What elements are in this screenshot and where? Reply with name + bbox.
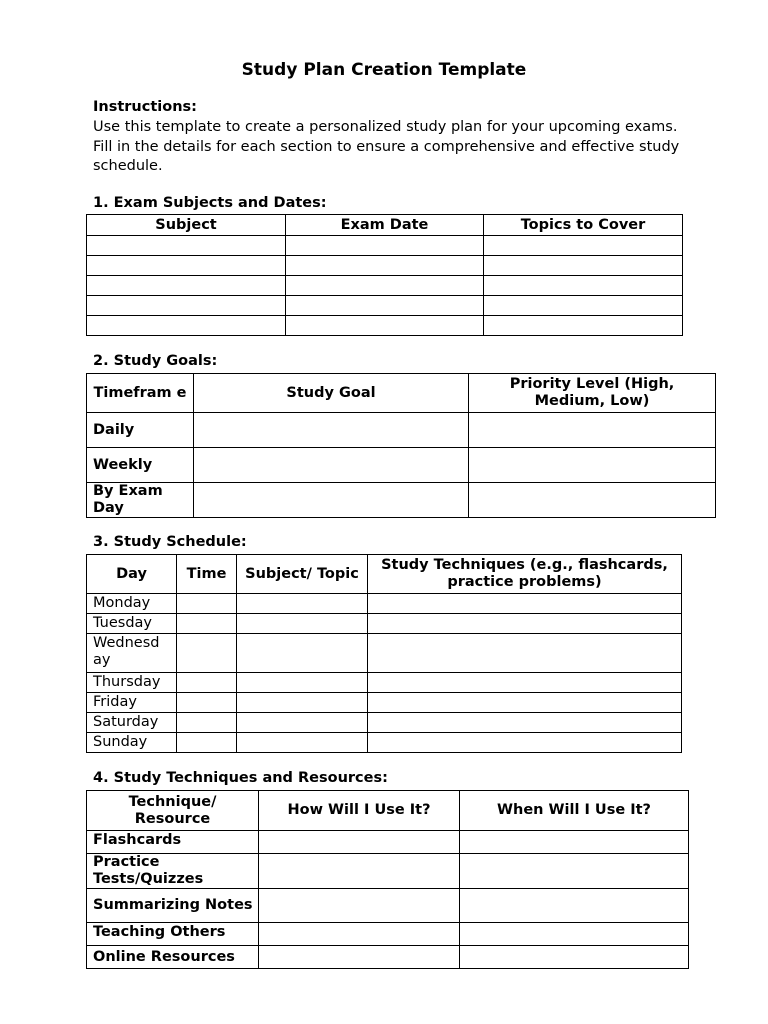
how-cell[interactable] — [259, 923, 460, 946]
exam-date-cell[interactable] — [286, 236, 484, 256]
topics-cell[interactable] — [484, 256, 683, 276]
table-row — [87, 673, 682, 693]
how-cell[interactable] — [259, 889, 460, 923]
technique-cell[interactable] — [368, 673, 682, 693]
header-study-goal: Study Goal — [194, 374, 469, 413]
study-goal-cell[interactable] — [194, 413, 469, 448]
table-row — [87, 831, 689, 854]
time-cell[interactable] — [177, 733, 237, 753]
table-row — [87, 854, 689, 889]
table-row — [87, 923, 689, 946]
table-row — [87, 448, 716, 483]
priority-cell[interactable] — [469, 413, 716, 448]
day-sunday: Sunday — [87, 733, 177, 753]
timeframe-weekly: Weekly — [87, 448, 194, 483]
subject-topic-cell[interactable] — [237, 673, 368, 693]
study-goals-table — [86, 373, 716, 518]
table-row — [87, 713, 682, 733]
subject-topic-cell[interactable] — [237, 614, 368, 634]
header-exam-date: Exam Date — [286, 215, 484, 236]
time-cell[interactable] — [177, 693, 237, 713]
header-how-will-i-use-it: How Will I Use It? — [259, 791, 460, 831]
topics-cell[interactable] — [484, 296, 683, 316]
timeframe-daily: Daily — [87, 413, 194, 448]
when-cell[interactable] — [460, 923, 689, 946]
how-cell[interactable] — [259, 946, 460, 969]
timeframe-by-exam-day: By Exam Day — [87, 483, 194, 518]
priority-cell[interactable] — [469, 483, 716, 518]
table-row — [87, 733, 682, 753]
instructions-label: Instructions: — [93, 99, 197, 115]
technique-flashcards: Flashcards — [87, 831, 259, 854]
table-row — [87, 889, 689, 923]
header-technique-resource: Technique/ Resource — [87, 791, 259, 831]
subject-cell[interactable] — [87, 276, 286, 296]
section1-heading: 1. Exam Subjects and Dates: — [93, 195, 327, 211]
header-priority-level: Priority Level (High, Medium, Low) — [469, 374, 716, 413]
subject-cell[interactable] — [87, 236, 286, 256]
day-tuesday: Tuesday — [87, 614, 177, 634]
header-day: Day — [87, 555, 177, 594]
header-study-techniques: Study Techniques (e.g., flashcards, practice problems) — [368, 555, 682, 594]
header-subject-topic: Subject/ Topic — [237, 555, 368, 594]
priority-cell[interactable] — [469, 448, 716, 483]
study-goal-cell[interactable] — [194, 448, 469, 483]
page-title: Study Plan Creation Template — [241, 60, 527, 80]
table-row — [87, 483, 716, 518]
header-timeframe: Timefram e — [87, 374, 194, 413]
time-cell[interactable] — [177, 673, 237, 693]
table-row — [87, 296, 683, 316]
technique-cell[interactable] — [368, 733, 682, 753]
section2-heading: 2. Study Goals: — [93, 353, 218, 369]
technique-practice-tests: Practice Tests/Quizzes — [87, 854, 259, 889]
time-cell[interactable] — [177, 594, 237, 614]
study-goal-cell[interactable] — [194, 483, 469, 518]
header-subject: Subject — [87, 215, 286, 236]
technique-online-resources: Online Resources — [87, 946, 259, 969]
instructions-text: Use this template to create a personalized study plan for your upcoming exams. Fill in the details for each section to ensure a comprehensive and effective study schedule. — [93, 119, 680, 174]
topics-cell[interactable] — [484, 276, 683, 296]
table-row — [87, 946, 689, 969]
subject-cell[interactable] — [87, 296, 286, 316]
when-cell[interactable] — [460, 831, 689, 854]
how-cell[interactable] — [259, 854, 460, 889]
topics-cell[interactable] — [484, 316, 683, 336]
table-row — [87, 316, 683, 336]
subject-topic-cell[interactable] — [237, 713, 368, 733]
day-wednesday: Wednesd ay — [87, 634, 177, 673]
subject-topic-cell[interactable] — [237, 733, 368, 753]
when-cell[interactable] — [460, 946, 689, 969]
technique-cell[interactable] — [368, 594, 682, 614]
time-cell[interactable] — [177, 614, 237, 634]
how-cell[interactable] — [259, 831, 460, 854]
day-thursday: Thursday — [87, 673, 177, 693]
table-row — [87, 276, 683, 296]
table-row — [87, 693, 682, 713]
technique-cell[interactable] — [368, 713, 682, 733]
subject-topic-cell[interactable] — [237, 634, 368, 673]
exam-date-cell[interactable] — [286, 256, 484, 276]
section4-heading: 4. Study Techniques and Resources: — [93, 770, 388, 786]
subject-topic-cell[interactable] — [237, 594, 368, 614]
technique-cell[interactable] — [368, 614, 682, 634]
day-friday: Friday — [87, 693, 177, 713]
table-row — [87, 614, 682, 634]
table-row — [87, 413, 716, 448]
subject-topic-cell[interactable] — [237, 693, 368, 713]
header-time: Time — [177, 555, 237, 594]
subject-cell[interactable] — [87, 256, 286, 276]
table-row — [87, 594, 682, 614]
exam-date-cell[interactable] — [286, 276, 484, 296]
exam-date-cell[interactable] — [286, 316, 484, 336]
when-cell[interactable] — [460, 889, 689, 923]
section3-heading: 3. Study Schedule: — [93, 534, 247, 550]
technique-teaching-others: Teaching Others — [87, 923, 259, 946]
study-schedule-table — [86, 554, 682, 753]
table-row — [87, 256, 683, 276]
technique-cell[interactable] — [368, 634, 682, 673]
when-cell[interactable] — [460, 854, 689, 889]
day-monday: Monday — [87, 594, 177, 614]
header-when-will-i-use-it: When Will I Use It? — [460, 791, 689, 831]
exam-subjects-table — [86, 214, 683, 336]
time-cell[interactable] — [177, 634, 237, 673]
topics-cell[interactable] — [484, 236, 683, 256]
technique-cell[interactable] — [368, 693, 682, 713]
table-row — [87, 634, 682, 673]
day-saturday: Saturday — [87, 713, 177, 733]
technique-summarizing-notes: Summarizing Notes — [87, 889, 259, 923]
techniques-resources-table — [86, 790, 689, 969]
exam-date-cell[interactable] — [286, 296, 484, 316]
header-topics-to-cover: Topics to Cover — [484, 215, 683, 236]
time-cell[interactable] — [177, 713, 237, 733]
subject-cell[interactable] — [87, 316, 286, 336]
table-row — [87, 236, 683, 256]
